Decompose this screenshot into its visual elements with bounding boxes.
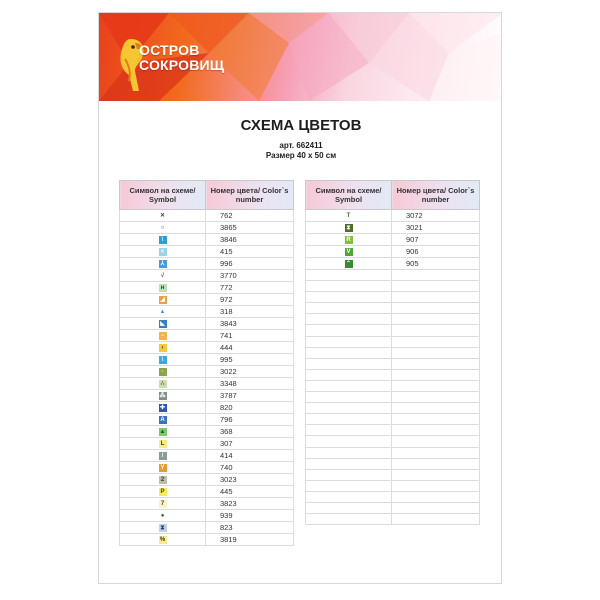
table-row — [306, 369, 480, 380]
table-row — [306, 234, 480, 246]
color-table-left — [119, 180, 294, 546]
table-row — [120, 450, 294, 462]
symbol-swatch: · — [159, 368, 167, 376]
color-number-cell — [392, 303, 480, 314]
table-row — [306, 403, 480, 414]
table-row — [306, 436, 480, 447]
symbol-cell — [306, 491, 392, 502]
symbol-cell — [120, 306, 206, 318]
symbol-cell — [120, 246, 206, 258]
table-row — [306, 380, 480, 391]
header-symbol: Символ на схеме/ Symbol — [306, 181, 392, 210]
symbol-cell — [120, 402, 206, 414]
symbol-swatch: √ — [159, 272, 167, 280]
color-number-cell: 907 — [392, 234, 480, 246]
color-number-cell — [392, 392, 480, 403]
brand-line1: ОСТРОВ — [139, 42, 200, 58]
symbol-cell — [306, 392, 392, 403]
table-row — [120, 390, 294, 402]
symbol-cell — [306, 403, 392, 414]
table-row — [306, 502, 480, 513]
symbol-cell — [306, 436, 392, 447]
header-symbol: Символ на схеме/ Symbol — [120, 181, 206, 210]
symbol-cell — [120, 390, 206, 402]
table-row — [306, 303, 480, 314]
color-number-cell — [392, 480, 480, 491]
table-row — [120, 462, 294, 474]
symbol-cell — [306, 369, 392, 380]
symbol-cell — [120, 234, 206, 246]
symbol-swatch: \ — [159, 356, 167, 364]
symbol-swatch: L — [159, 440, 167, 448]
symbol-cell — [306, 303, 392, 314]
color-number-cell — [392, 514, 480, 525]
symbol-cell — [120, 522, 206, 534]
color-number-cell — [392, 270, 480, 281]
table-row — [120, 510, 294, 522]
symbol-cell — [306, 514, 392, 525]
table-row — [306, 425, 480, 436]
table-row — [120, 354, 294, 366]
symbol-swatch: ⌃ — [345, 261, 352, 268]
symbol-cell — [306, 281, 392, 292]
symbol-swatch: ⅄ — [159, 260, 167, 268]
table-row — [306, 210, 480, 222]
symbol-cell — [306, 258, 392, 270]
symbol-swatch: ∴ — [159, 380, 167, 388]
symbol-cell — [306, 358, 392, 369]
table-row — [306, 458, 480, 469]
color-number-cell: 772 — [206, 282, 294, 294]
symbol-swatch: R — [346, 237, 351, 244]
color-number-cell — [392, 436, 480, 447]
symbol-cell — [306, 270, 392, 281]
color-number-cell — [392, 491, 480, 502]
header-color-number: Номер цвета/ Color`s number — [392, 181, 480, 210]
table-row — [120, 222, 294, 234]
color-number-cell — [392, 425, 480, 436]
color-number-cell: 3770 — [206, 270, 294, 282]
symbol-swatch: ✕ — [159, 213, 166, 220]
color-number-cell — [392, 414, 480, 425]
table-row — [120, 498, 294, 510]
table-row — [120, 438, 294, 450]
table-row — [120, 378, 294, 390]
color-number-cell — [392, 403, 480, 414]
symbol-cell — [120, 378, 206, 390]
symbol-cell — [120, 222, 206, 234]
table-row — [120, 210, 294, 222]
color-number-cell: 906 — [392, 246, 480, 258]
table-row — [306, 469, 480, 480]
symbol-cell — [306, 325, 392, 336]
color-number-cell: 3023 — [206, 474, 294, 486]
symbol-cell — [306, 222, 392, 234]
table-row — [306, 281, 480, 292]
symbol-swatch: ● — [159, 512, 167, 520]
color-number-cell: 996 — [206, 258, 294, 270]
color-number-cell: 3787 — [206, 390, 294, 402]
symbol-cell — [306, 210, 392, 222]
symbol-swatch: ○ — [159, 224, 167, 232]
header-color-number: Номер цвета/ Color`s number — [206, 181, 294, 210]
table-row — [120, 534, 294, 546]
table-row — [120, 294, 294, 306]
table-row — [306, 392, 480, 403]
table-row — [120, 402, 294, 414]
color-number-cell: 3021 — [392, 222, 480, 234]
symbol-cell — [306, 447, 392, 458]
symbol-cell — [306, 234, 392, 246]
symbol-swatch: \ — [159, 236, 167, 244]
symbol-cell — [120, 258, 206, 270]
symbol-swatch: P — [160, 489, 165, 496]
symbol-cell — [120, 426, 206, 438]
symbol-cell — [120, 486, 206, 498]
table-row — [120, 330, 294, 342]
symbol-swatch: % — [159, 537, 166, 544]
color-number-cell — [392, 458, 480, 469]
color-number-cell — [392, 325, 480, 336]
table-row — [120, 234, 294, 246]
symbol-swatch: ✚ — [159, 405, 166, 412]
table-row — [306, 246, 480, 258]
article-number: арт. 662411 — [279, 141, 323, 150]
table-row — [306, 514, 480, 525]
color-number-cell: 823 — [206, 522, 294, 534]
brand-line2: СОКРОВИЩ — [139, 57, 225, 73]
table-row — [120, 246, 294, 258]
symbol-cell — [120, 342, 206, 354]
symbol-swatch: ⁂ — [159, 393, 166, 400]
color-number-cell: 3819 — [206, 534, 294, 546]
table-row — [306, 347, 480, 358]
symbol-cell — [120, 450, 206, 462]
symbol-cell — [120, 462, 206, 474]
header-banner — [99, 13, 502, 101]
table-row — [306, 491, 480, 502]
table-row — [120, 366, 294, 378]
brand-logo — [139, 43, 224, 73]
symbol-swatch: ◣ — [160, 321, 165, 328]
symbol-cell — [120, 354, 206, 366]
table-row — [120, 282, 294, 294]
color-number-cell: 3348 — [206, 378, 294, 390]
color-number-cell — [392, 347, 480, 358]
table-row — [306, 314, 480, 325]
table-row — [306, 325, 480, 336]
color-number-cell — [392, 380, 480, 391]
symbol-cell — [306, 292, 392, 303]
symbol-cell — [306, 414, 392, 425]
symbol-cell — [120, 498, 206, 510]
color-number-cell — [392, 336, 480, 347]
color-number-cell — [392, 358, 480, 369]
color-number-cell: 445 — [206, 486, 294, 498]
symbol-swatch: ⧗ — [346, 225, 351, 232]
symbol-cell — [306, 458, 392, 469]
table-row — [306, 292, 480, 303]
symbol-cell — [120, 330, 206, 342]
symbol-cell — [120, 294, 206, 306]
color-number-cell: 741 — [206, 330, 294, 342]
color-number-cell: 939 — [206, 510, 294, 522]
symbol-cell — [306, 347, 392, 358]
color-number-cell: 995 — [206, 354, 294, 366]
symbol-cell — [306, 314, 392, 325]
symbol-cell — [120, 366, 206, 378]
symbol-cell — [120, 438, 206, 450]
table-row — [306, 414, 480, 425]
canvas-size: Размер 40 х 50 см — [265, 151, 337, 160]
color-number-cell: 3865 — [206, 222, 294, 234]
table-row — [306, 447, 480, 458]
table-row — [120, 342, 294, 354]
symbol-swatch: н — [159, 284, 167, 292]
symbol-swatch: ◢ — [160, 297, 165, 304]
symbol-cell — [306, 425, 392, 436]
color-number-cell: 318 — [206, 306, 294, 318]
table-row — [306, 480, 480, 491]
color-number-cell: 307 — [206, 438, 294, 450]
symbol-cell — [306, 336, 392, 347]
color-number-cell: 444 — [206, 342, 294, 354]
symbol-swatch: ⧗ — [160, 525, 165, 532]
symbol-swatch: V — [346, 249, 351, 256]
symbol-cell — [120, 270, 206, 282]
symbol-cell — [306, 480, 392, 491]
symbol-swatch: › — [159, 344, 167, 352]
symbol-cell — [120, 210, 206, 222]
symbol-cell — [306, 469, 392, 480]
color-number-cell — [392, 447, 480, 458]
table-row — [120, 258, 294, 270]
table-row — [120, 270, 294, 282]
table-row — [120, 474, 294, 486]
color-number-cell: 3843 — [206, 318, 294, 330]
color-number-cell: 415 — [206, 246, 294, 258]
color-number-cell — [392, 281, 480, 292]
symbol-cell — [120, 414, 206, 426]
symbol-cell — [306, 502, 392, 513]
color-number-cell: 762 — [206, 210, 294, 222]
symbol-swatch: < — [159, 248, 167, 256]
color-number-cell: 905 — [392, 258, 480, 270]
table-row — [306, 358, 480, 369]
color-number-cell: 740 — [206, 462, 294, 474]
color-chart-sheet — [98, 12, 502, 584]
color-number-cell: 414 — [206, 450, 294, 462]
symbol-cell — [120, 474, 206, 486]
symbol-cell — [120, 510, 206, 522]
color-number-cell: 3072 — [392, 210, 480, 222]
symbol-swatch: Y — [160, 465, 165, 472]
table-row — [306, 336, 480, 347]
table-row — [120, 486, 294, 498]
table-row — [120, 414, 294, 426]
color-number-cell: 3022 — [206, 366, 294, 378]
color-number-cell: 972 — [206, 294, 294, 306]
table-row — [120, 426, 294, 438]
symbol-cell — [306, 380, 392, 391]
symbol-cell — [306, 246, 392, 258]
color-table-right — [305, 180, 480, 525]
color-number-cell: 796 — [206, 414, 294, 426]
color-number-cell: 3823 — [206, 498, 294, 510]
color-number-cell — [392, 469, 480, 480]
color-number-cell: 3846 — [206, 234, 294, 246]
table-row — [120, 522, 294, 534]
symbol-swatch: / — [159, 452, 167, 460]
symbol-swatch: − — [159, 332, 167, 340]
color-number-cell: 368 — [206, 426, 294, 438]
color-number-cell — [392, 314, 480, 325]
symbol-swatch: T — [345, 212, 353, 220]
color-number-cell — [392, 502, 480, 513]
page-title: СХЕМА ЦВЕТОВ — [240, 117, 362, 134]
table-row — [306, 258, 480, 270]
symbol-swatch: 2 — [159, 476, 167, 484]
symbol-cell — [120, 282, 206, 294]
table-row — [120, 306, 294, 318]
color-number-cell: 820 — [206, 402, 294, 414]
symbol-swatch: ▲ — [159, 429, 166, 436]
symbol-cell — [120, 318, 206, 330]
table-row — [120, 318, 294, 330]
color-number-cell — [392, 292, 480, 303]
color-number-cell — [392, 369, 480, 380]
symbol-swatch: A — [160, 417, 165, 424]
table-row — [306, 270, 480, 281]
symbol-swatch: ▲ — [159, 309, 166, 316]
symbol-cell — [120, 534, 206, 546]
symbol-swatch: 7 — [159, 500, 167, 508]
table-row — [306, 222, 480, 234]
